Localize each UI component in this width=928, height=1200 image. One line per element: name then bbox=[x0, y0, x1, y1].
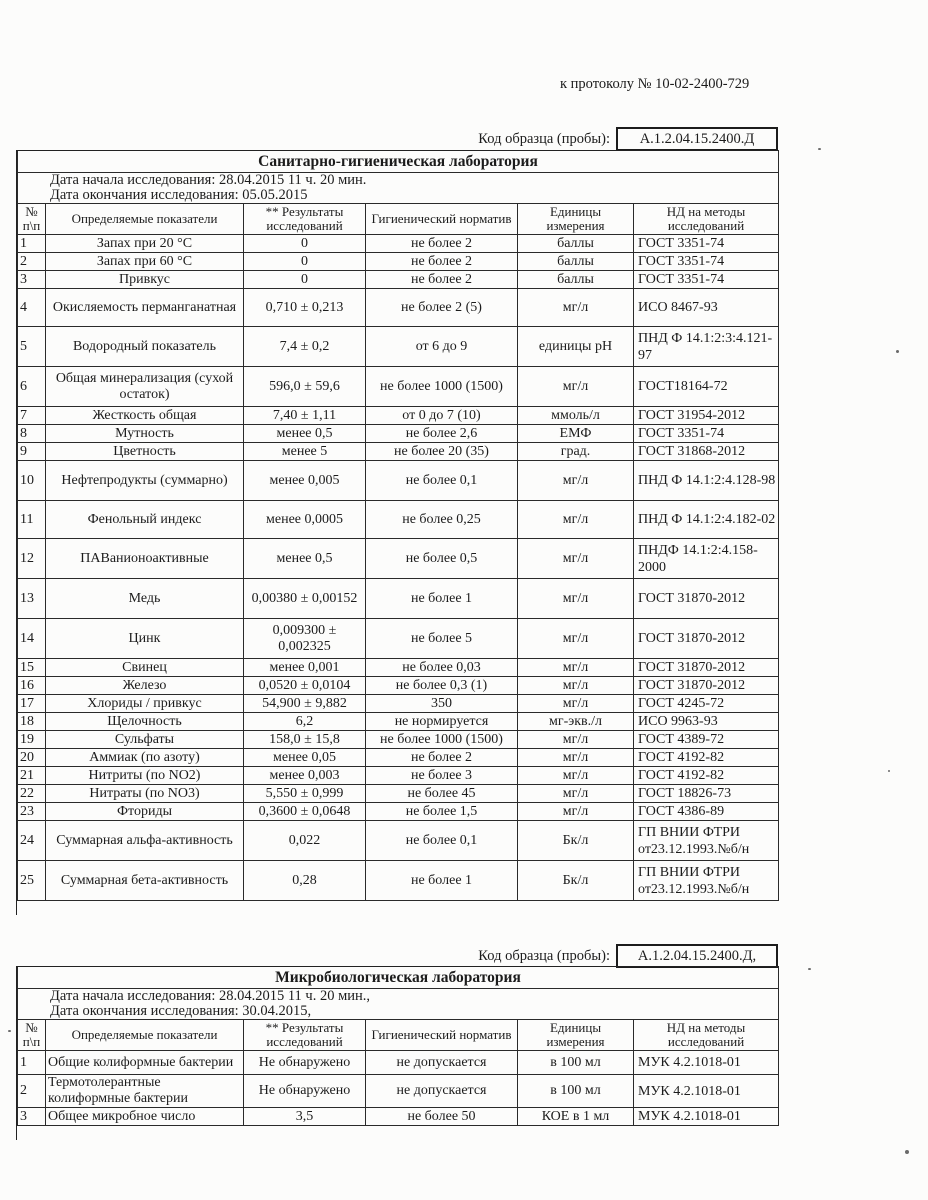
cell-result: 0,28 bbox=[244, 861, 366, 901]
lab-title: Санитарно-гигиеническая лаборатория bbox=[18, 151, 779, 173]
cell-norm: не более 50 bbox=[366, 1108, 518, 1126]
cell-result: 5,550 ± 0,999 bbox=[244, 785, 366, 803]
end-date: Дата окончания исследования: 30.04.2015, bbox=[50, 1003, 312, 1019]
table-row bbox=[18, 501, 779, 539]
cell-norm: не более 0,03 bbox=[366, 659, 518, 677]
cell-method: ГОСТ 31868-2012 bbox=[634, 443, 779, 461]
table-row bbox=[18, 619, 779, 659]
cell-result: 3,5 bbox=[244, 1108, 366, 1126]
table-row bbox=[18, 327, 779, 367]
cell-method: ГП ВНИИ ФТРИ от23.12.1993.№б/н bbox=[634, 821, 779, 861]
cell-method: ПНД Ф 14.1:2:4.128-98 bbox=[634, 461, 779, 501]
table-row bbox=[18, 579, 779, 619]
header-num: № п\п bbox=[18, 204, 46, 235]
cell-unit: мг/л bbox=[518, 749, 634, 767]
cell-norm: от 6 до 9 bbox=[366, 327, 518, 367]
header-name: Определяемые показатели bbox=[46, 1020, 244, 1051]
cell-method: ГОСТ18164-72 bbox=[634, 367, 779, 407]
cell-norm: 350 bbox=[366, 695, 518, 713]
cell-num: 4 bbox=[18, 289, 46, 327]
cell-result: 7,4 ± 0,2 bbox=[244, 327, 366, 367]
cell-num: 12 bbox=[18, 539, 46, 579]
cell-unit: мг/л bbox=[518, 289, 634, 327]
cell-unit: мг/л bbox=[518, 367, 634, 407]
cell-result: 0,710 ± 0,213 bbox=[244, 289, 366, 327]
cell-unit: Бк/л bbox=[518, 861, 634, 901]
scan-speck bbox=[888, 770, 890, 772]
table-row bbox=[18, 767, 779, 785]
cell-name: Жесткость общая bbox=[46, 407, 244, 425]
scan-speck bbox=[818, 148, 821, 150]
cell-result: 0,022 bbox=[244, 821, 366, 861]
table-row bbox=[18, 861, 779, 901]
scan-speck bbox=[808, 968, 811, 970]
cell-name: Окисляемость перманганатная bbox=[46, 289, 244, 327]
cell-name: Привкус bbox=[46, 271, 244, 289]
table-row bbox=[18, 713, 779, 731]
cell-result: 0,3600 ± 0,0648 bbox=[244, 803, 366, 821]
cell-unit: ЕМФ bbox=[518, 425, 634, 443]
header-unit: Единицы измерения bbox=[518, 204, 634, 235]
cell-unit: мг/л bbox=[518, 501, 634, 539]
table-row bbox=[18, 1075, 779, 1108]
cell-num: 8 bbox=[18, 425, 46, 443]
cell-num: 3 bbox=[18, 1108, 46, 1126]
cell-unit: мг/л bbox=[518, 579, 634, 619]
cell-method: ГОСТ 18826-73 bbox=[634, 785, 779, 803]
cell-name: Общие колиформные бактерии bbox=[46, 1051, 244, 1075]
cell-norm: не более 2 bbox=[366, 253, 518, 271]
header-norm: Гигиенический норматив bbox=[366, 204, 518, 235]
cell-num: 24 bbox=[18, 821, 46, 861]
cell-norm: не более 0,1 bbox=[366, 461, 518, 501]
cell-unit: ммоль/л bbox=[518, 407, 634, 425]
cell-result: менее 0,001 bbox=[244, 659, 366, 677]
header-method: НД на методы исследований bbox=[634, 1020, 779, 1051]
cell-method: ГОСТ 4192-82 bbox=[634, 749, 779, 767]
cell-norm: не более 1000 (1500) bbox=[366, 367, 518, 407]
cell-name: Хлориды / привкус bbox=[46, 695, 244, 713]
column-headers bbox=[18, 1020, 779, 1051]
cell-result: 6,2 bbox=[244, 713, 366, 731]
cell-norm: не более 1000 (1500) bbox=[366, 731, 518, 749]
cell-method: МУК 4.2.1018-01 bbox=[634, 1108, 779, 1126]
cell-name: Термотолерантные колиформные бактерии bbox=[46, 1075, 244, 1108]
cell-norm: не более 2 bbox=[366, 749, 518, 767]
cell-num: 7 bbox=[18, 407, 46, 425]
cell-result: 0,0520 ± 0,0104 bbox=[244, 677, 366, 695]
cell-result: 0 bbox=[244, 253, 366, 271]
cell-method: ГОСТ 4386-89 bbox=[634, 803, 779, 821]
cell-method: ГОСТ 3351-74 bbox=[634, 425, 779, 443]
cell-method: ГОСТ 31870-2012 bbox=[634, 579, 779, 619]
cell-result: 0 bbox=[244, 271, 366, 289]
cell-name: Медь bbox=[46, 579, 244, 619]
cell-method: ГОСТ 31870-2012 bbox=[634, 659, 779, 677]
cell-norm: не более 5 bbox=[366, 619, 518, 659]
cell-num: 25 bbox=[18, 861, 46, 901]
sample-code-row bbox=[440, 128, 778, 150]
cell-result: Не обнаружено bbox=[244, 1051, 366, 1075]
table-row bbox=[18, 1108, 779, 1126]
cell-name: Нитраты (по NO3) bbox=[46, 785, 244, 803]
sanitary-lab-section bbox=[16, 150, 778, 915]
cell-norm: не нормируется bbox=[366, 713, 518, 731]
cell-num: 19 bbox=[18, 731, 46, 749]
sample-code-row-micro bbox=[440, 945, 778, 967]
column-headers bbox=[18, 204, 779, 235]
cell-name: Фториды bbox=[46, 803, 244, 821]
cell-name: Запах при 20 °С bbox=[46, 235, 244, 253]
cell-unit: мг/л bbox=[518, 785, 634, 803]
cell-method: ГОСТ 4389-72 bbox=[634, 731, 779, 749]
cell-norm: не более 2,6 bbox=[366, 425, 518, 443]
header-result: ** Результаты исследований bbox=[244, 1020, 366, 1051]
cell-norm: не допускается bbox=[366, 1051, 518, 1075]
table-row bbox=[18, 821, 779, 861]
table-row bbox=[18, 677, 779, 695]
sample-code-label: Код образца (пробы): bbox=[478, 130, 610, 147]
micro-rows bbox=[18, 1051, 779, 1126]
cell-result: менее 0,0005 bbox=[244, 501, 366, 539]
cell-unit: мг/л bbox=[518, 539, 634, 579]
cell-method: ГП ВНИИ ФТРИ от23.12.1993.№б/н bbox=[634, 861, 779, 901]
cell-norm: не более 2 (5) bbox=[366, 289, 518, 327]
cell-name: Аммиак (по азоту) bbox=[46, 749, 244, 767]
cell-method: ГОСТ 4245-72 bbox=[634, 695, 779, 713]
cell-method: ПНД Ф 14.1:2:4.182-02 bbox=[634, 501, 779, 539]
cell-method: ГОСТ 4192-82 bbox=[634, 767, 779, 785]
cell-num: 6 bbox=[18, 367, 46, 407]
cell-num: 2 bbox=[18, 253, 46, 271]
table-row bbox=[18, 803, 779, 821]
table-row bbox=[18, 271, 779, 289]
cell-name: Цветность bbox=[46, 443, 244, 461]
start-date: Дата начала исследования: 28.04.2015 11 ч. 20 мин., bbox=[50, 988, 371, 1004]
cell-num: 5 bbox=[18, 327, 46, 367]
end-date: Дата окончания исследования: 05.05.2015 bbox=[50, 187, 308, 203]
sanitary-results-table bbox=[17, 150, 779, 901]
table-row bbox=[18, 461, 779, 501]
cell-method: ГОСТ 3351-74 bbox=[634, 253, 779, 271]
cell-norm: от 0 до 7 (10) bbox=[366, 407, 518, 425]
table-row bbox=[18, 367, 779, 407]
cell-unit: мг/л bbox=[518, 695, 634, 713]
protocol-reference: к протоколу № 10-02-2400-729 bbox=[560, 76, 750, 92]
cell-name: Нитриты (по NO2) bbox=[46, 767, 244, 785]
cell-num: 22 bbox=[18, 785, 46, 803]
sanitary-rows bbox=[18, 235, 779, 901]
sample-code-label: Код образца (пробы): bbox=[478, 947, 610, 964]
table-row bbox=[18, 443, 779, 461]
cell-norm: не более 3 bbox=[366, 767, 518, 785]
table-row bbox=[18, 253, 779, 271]
cell-norm: не более 1 bbox=[366, 861, 518, 901]
table-row bbox=[18, 695, 779, 713]
cell-name: Суммарная бета-активность bbox=[46, 861, 244, 901]
scan-speck bbox=[896, 350, 899, 353]
table-row bbox=[18, 539, 779, 579]
table-row bbox=[18, 785, 779, 803]
cell-num: 9 bbox=[18, 443, 46, 461]
cell-unit: мг/л bbox=[518, 677, 634, 695]
table-row bbox=[18, 425, 779, 443]
cell-method: МУК 4.2.1018-01 bbox=[634, 1075, 779, 1108]
cell-result: менее 0,005 bbox=[244, 461, 366, 501]
cell-method: ГОСТ 31870-2012 bbox=[634, 619, 779, 659]
header-name: Определяемые показатели bbox=[46, 204, 244, 235]
cell-method: ИСО 8467-93 bbox=[634, 289, 779, 327]
table-row bbox=[18, 235, 779, 253]
cell-unit: мг/л bbox=[518, 767, 634, 785]
cell-unit: баллы bbox=[518, 235, 634, 253]
cell-num: 13 bbox=[18, 579, 46, 619]
table-row bbox=[18, 289, 779, 327]
cell-norm: не более 0,5 bbox=[366, 539, 518, 579]
cell-norm: не более 2 bbox=[366, 235, 518, 253]
cell-unit: мг/л bbox=[518, 461, 634, 501]
cell-name: Сульфаты bbox=[46, 731, 244, 749]
cell-num: 14 bbox=[18, 619, 46, 659]
cell-num: 3 bbox=[18, 271, 46, 289]
cell-num: 23 bbox=[18, 803, 46, 821]
cell-unit: мг/л bbox=[518, 659, 634, 677]
micro-lab-section bbox=[16, 966, 778, 1140]
cell-num: 15 bbox=[18, 659, 46, 677]
cell-unit: в 100 мл bbox=[518, 1075, 634, 1108]
cell-result: 0,009300 ± 0,002325 bbox=[244, 619, 366, 659]
cell-num: 1 bbox=[18, 1051, 46, 1075]
cell-unit: мг/л bbox=[518, 803, 634, 821]
scan-speck bbox=[8, 1030, 11, 1032]
cell-method: ГОСТ 31954-2012 bbox=[634, 407, 779, 425]
cell-unit: единицы рН bbox=[518, 327, 634, 367]
cell-name: Нефтепродукты (суммарно) bbox=[46, 461, 244, 501]
table-row bbox=[18, 731, 779, 749]
cell-result: менее 0,5 bbox=[244, 539, 366, 579]
cell-norm: не более 0,1 bbox=[366, 821, 518, 861]
cell-num: 1 bbox=[18, 235, 46, 253]
cell-unit: мг-экв./л bbox=[518, 713, 634, 731]
table-row bbox=[18, 407, 779, 425]
cell-name: Щелочность bbox=[46, 713, 244, 731]
cell-num: 11 bbox=[18, 501, 46, 539]
cell-result: менее 5 bbox=[244, 443, 366, 461]
cell-norm: не более 20 (35) bbox=[366, 443, 518, 461]
cell-result: 0,00380 ± 0,00152 bbox=[244, 579, 366, 619]
cell-norm: не более 45 bbox=[366, 785, 518, 803]
cell-name: Мутность bbox=[46, 425, 244, 443]
cell-result: менее 0,5 bbox=[244, 425, 366, 443]
cell-method: ГОСТ 3351-74 bbox=[634, 271, 779, 289]
cell-name: Фенольный индекс bbox=[46, 501, 244, 539]
lab-title: Микробиологическая лаборатория bbox=[18, 967, 779, 989]
cell-unit: Бк/л bbox=[518, 821, 634, 861]
cell-unit: мг/л bbox=[518, 619, 634, 659]
cell-norm: не допускается bbox=[366, 1075, 518, 1108]
header-method: НД на методы исследований bbox=[634, 204, 779, 235]
cell-result: менее 0,003 bbox=[244, 767, 366, 785]
cell-method: ГОСТ 31870-2012 bbox=[634, 677, 779, 695]
cell-result: менее 0,05 bbox=[244, 749, 366, 767]
micro-results-table bbox=[17, 966, 779, 1126]
cell-name: Общая минерализация (сухой остаток) bbox=[46, 367, 244, 407]
table-row bbox=[18, 749, 779, 767]
cell-name: Железо bbox=[46, 677, 244, 695]
cell-unit: град. bbox=[518, 443, 634, 461]
header-unit: Единицы измерения bbox=[518, 1020, 634, 1051]
cell-name: Свинец bbox=[46, 659, 244, 677]
cell-method: ПНДФ 14.1:2:4.158-2000 bbox=[634, 539, 779, 579]
cell-num: 20 bbox=[18, 749, 46, 767]
cell-name: Общее микробное число bbox=[46, 1108, 244, 1126]
cell-name: Суммарная альфа-активность bbox=[46, 821, 244, 861]
cell-unit: КОЕ в 1 мл bbox=[518, 1108, 634, 1126]
sample-code-box: А.1.2.04.15.2400.Д bbox=[616, 127, 778, 151]
cell-name: Запах при 60 °С bbox=[46, 253, 244, 271]
study-dates bbox=[18, 989, 779, 1020]
cell-num: 17 bbox=[18, 695, 46, 713]
cell-unit: баллы bbox=[518, 271, 634, 289]
cell-norm: не более 2 bbox=[366, 271, 518, 289]
cell-result: Не обнаружено bbox=[244, 1075, 366, 1108]
cell-result: 54,900 ± 9,882 bbox=[244, 695, 366, 713]
cell-result: 158,0 ± 15,8 bbox=[244, 731, 366, 749]
table-row bbox=[18, 659, 779, 677]
cell-unit: мг/л bbox=[518, 731, 634, 749]
cell-name: Водородный показатель bbox=[46, 327, 244, 367]
cell-num: 16 bbox=[18, 677, 46, 695]
cell-result: 7,40 ± 1,11 bbox=[244, 407, 366, 425]
table-row bbox=[18, 1051, 779, 1075]
cell-norm: не более 1 bbox=[366, 579, 518, 619]
start-date: Дата начала исследования: 28.04.2015 11 ч. 20 мин. bbox=[50, 172, 367, 188]
header-num: № п\п bbox=[18, 1020, 46, 1051]
cell-num: 18 bbox=[18, 713, 46, 731]
scan-speck bbox=[905, 1150, 909, 1154]
cell-norm: не более 1,5 bbox=[366, 803, 518, 821]
sample-code-box: А.1.2.04.15.2400.Д, bbox=[616, 944, 778, 968]
cell-norm: не более 0,3 (1) bbox=[366, 677, 518, 695]
cell-num: 21 bbox=[18, 767, 46, 785]
cell-num: 2 bbox=[18, 1075, 46, 1108]
cell-unit: в 100 мл bbox=[518, 1051, 634, 1075]
cell-num: 10 bbox=[18, 461, 46, 501]
study-dates bbox=[18, 173, 779, 204]
cell-result: 0 bbox=[244, 235, 366, 253]
header-norm: Гигиенический норматив bbox=[366, 1020, 518, 1051]
cell-unit: баллы bbox=[518, 253, 634, 271]
header-result: ** Результаты исследований bbox=[244, 204, 366, 235]
cell-name: ПАВанионоактивные bbox=[46, 539, 244, 579]
cell-norm: не более 0,25 bbox=[366, 501, 518, 539]
cell-result: 596,0 ± 59,6 bbox=[244, 367, 366, 407]
cell-method: ГОСТ 3351-74 bbox=[634, 235, 779, 253]
cell-method: ПНД Ф 14.1:2:3:4.121-97 bbox=[634, 327, 779, 367]
cell-method: МУК 4.2.1018-01 bbox=[634, 1051, 779, 1075]
cell-name: Цинк bbox=[46, 619, 244, 659]
cell-method: ИСО 9963-93 bbox=[634, 713, 779, 731]
